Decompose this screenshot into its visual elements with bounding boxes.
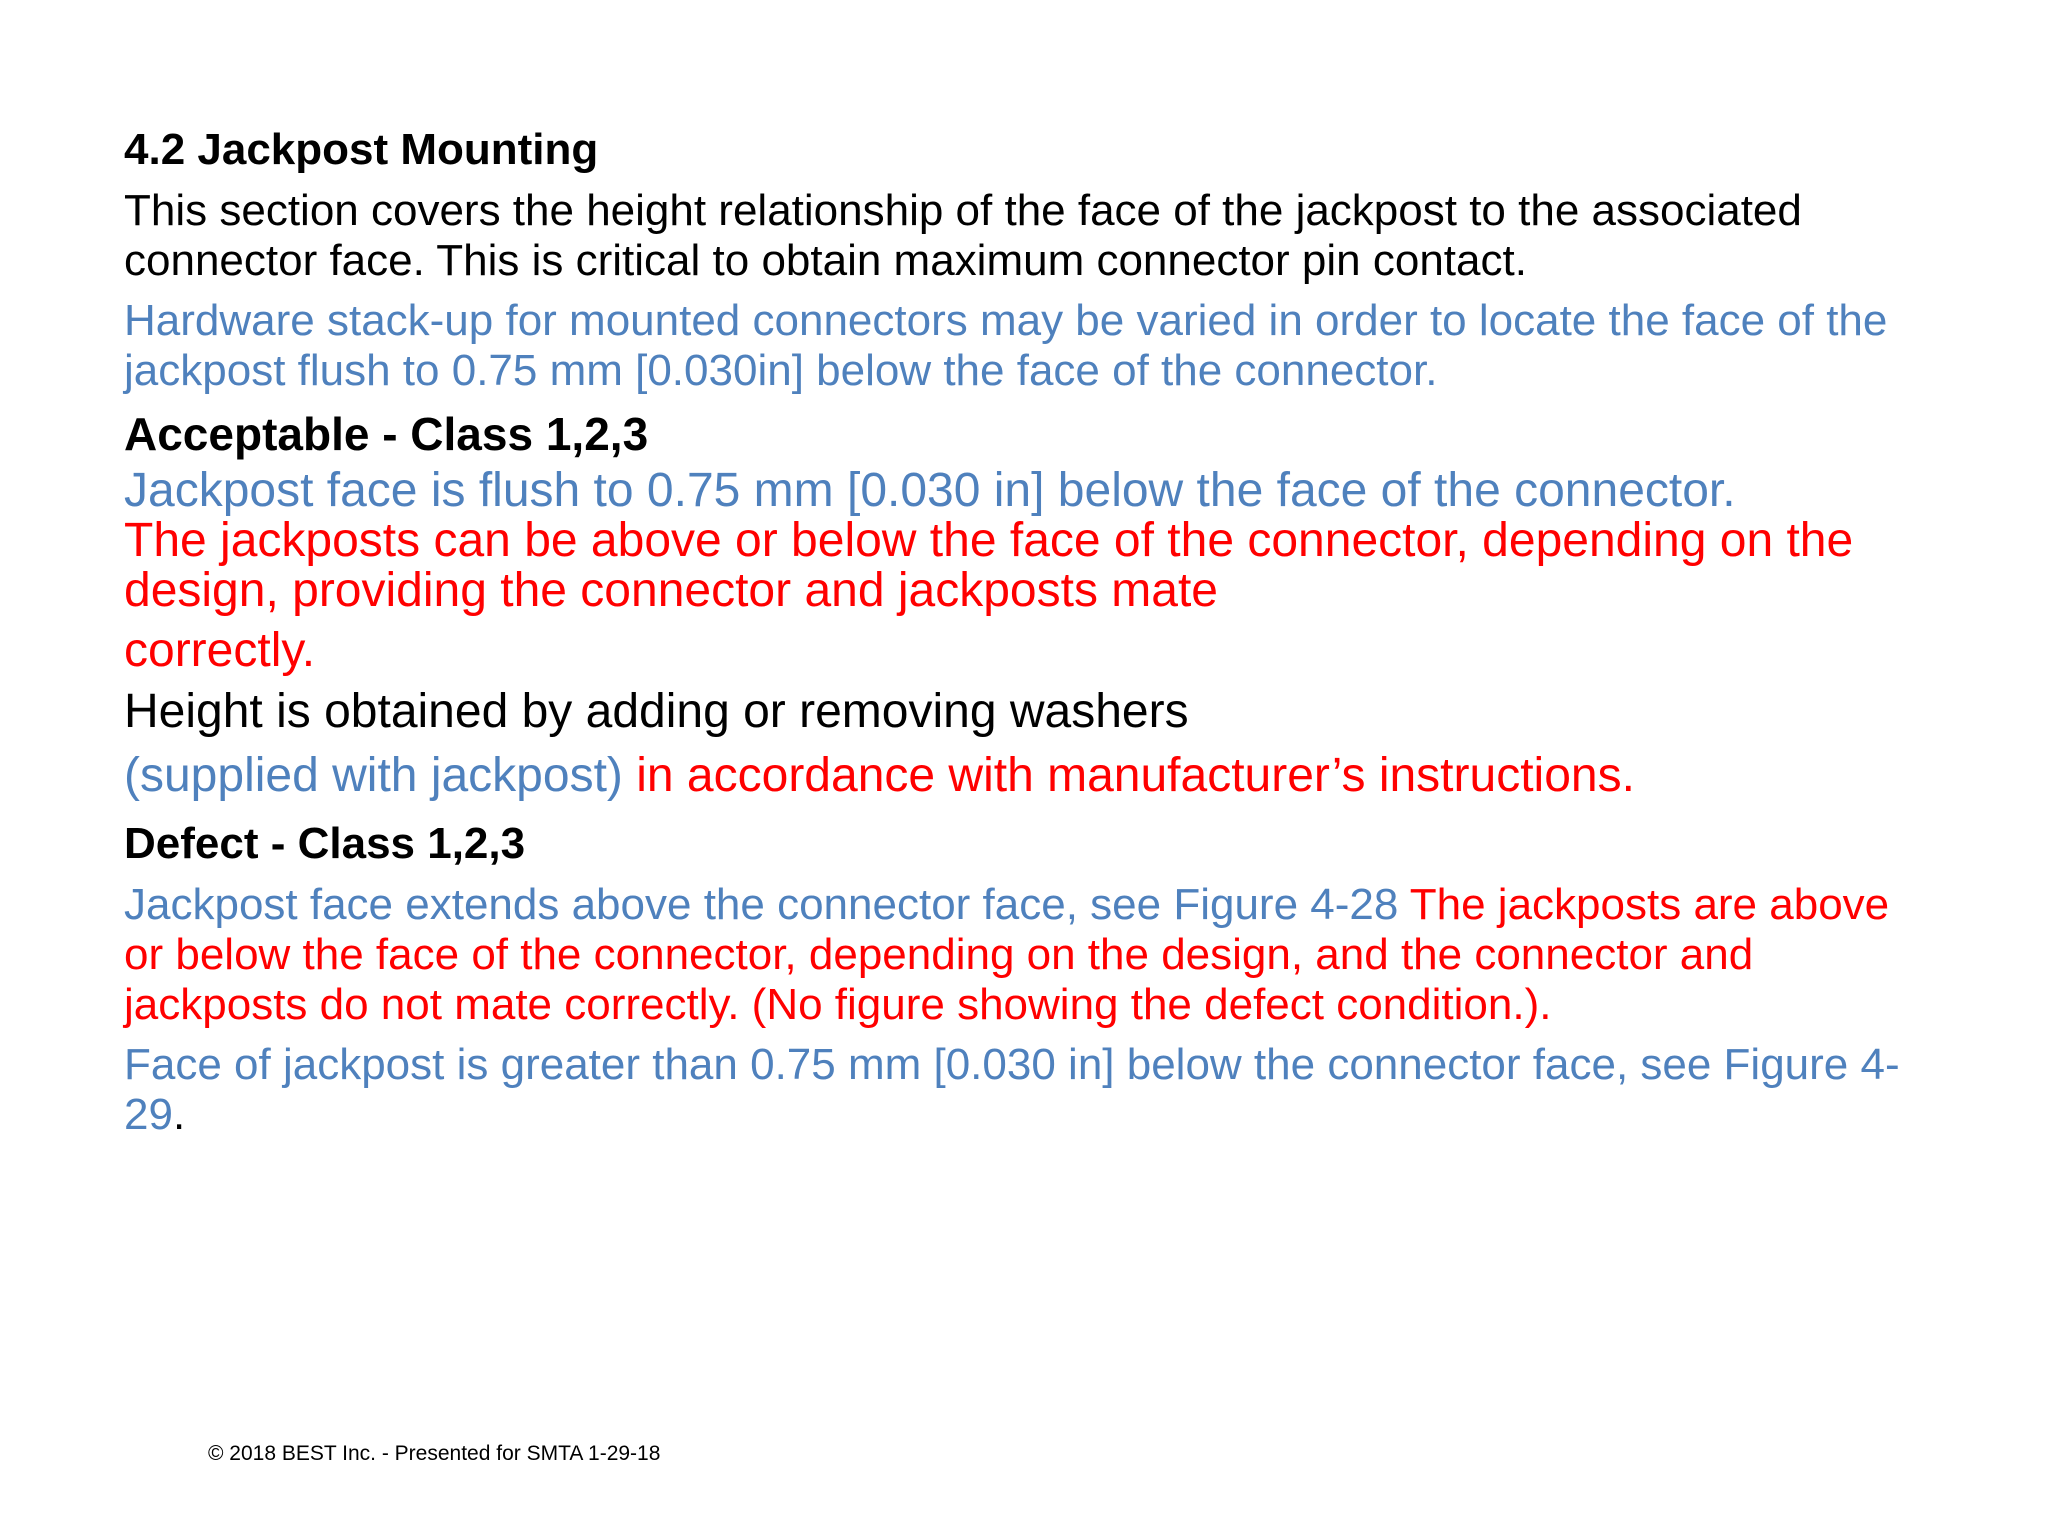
supplied-red-text: in accordance with manufacturer’s instructions. xyxy=(622,749,1635,802)
acceptable-red-text: The jackposts can be above or below the face of the connector, depending on the design, providing the connector and jackposts mate xyxy=(124,514,1854,617)
defect-paragraph xyxy=(124,880,1904,1030)
face-blue-text: Face of jackpost is greater than 0.75 mm [0.030 in] below the connector face, see Figure 4-29 xyxy=(124,1040,1900,1139)
acceptable-blue-text: Jackpost face is flush to 0.75 mm [0.030 in] below the face of the connector. xyxy=(124,464,1736,517)
face-paragraph xyxy=(124,1040,1904,1140)
footer-copyright: © 2018 BEST Inc. - Presented for SMTA 1-29-18 xyxy=(208,1442,661,1465)
height-text: Height is obtained by adding or removing washers xyxy=(124,685,1189,738)
hardware-note: Hardware stack-up for mounted connectors may be varied in order to locate the face of the jackpost flush to 0.75 mm [0.030in] below the face of the connector. xyxy=(124,296,1888,395)
defect-red-text: The jackposts are above or below the face of the connector, depending on the design, and the connector and jackposts do not mate correctly. (No figure showing the defect condition.). xyxy=(124,880,1890,1029)
defect-blue-text: Jackpost face extends above the connector face, see Figure 4-28 xyxy=(124,880,1399,929)
acceptable-heading: Acceptable - Class 1,2,3 xyxy=(124,408,649,460)
intro-paragraph: This section covers the height relationship of the face of the jackpost to the associated connector face. This is critical to obtain maximum connector pin contact. xyxy=(124,186,1802,285)
supplied-paragraph xyxy=(124,746,1994,806)
section-title: 4.2 Jackpost Mounting xyxy=(124,125,599,174)
supplied-blue-text: (supplied with jackpost) xyxy=(124,749,623,802)
acceptable-red-text-end: correctly. xyxy=(124,624,316,677)
face-end-text: . xyxy=(172,1090,186,1139)
defect-heading: Defect - Class 1,2,3 xyxy=(124,819,526,868)
slide-content xyxy=(124,120,1994,1150)
